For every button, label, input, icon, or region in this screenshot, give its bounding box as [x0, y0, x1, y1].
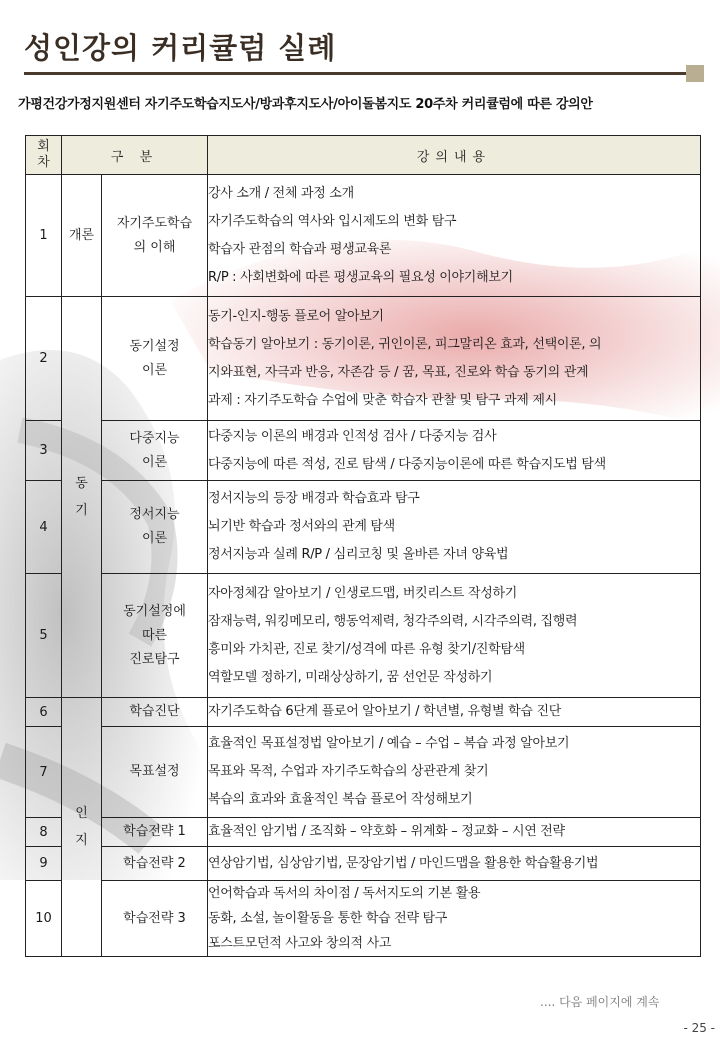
table-row: [26, 698, 701, 727]
content-line: 동기-인지-행동 플로어 알아보기: [208, 308, 384, 324]
content-line: 다중지능 이론의 배경과 인적성 검사 / 다중지능 검사: [208, 428, 497, 444]
topic-cell: 학습진단: [102, 698, 208, 727]
content-line: 효율적인 암기법 / 조직화 – 약호화 – 위계화 – 정교화 – 시연 전략: [208, 824, 565, 839]
content-line: 잠재능력, 워킹메모리, 행동억제력, 청각주의력, 시각주의력, 집행력: [208, 613, 578, 629]
round-number: 8: [26, 818, 62, 847]
content-line: 정서지능의 등장 배경과 학습효과 탐구: [208, 491, 420, 506]
table-row: [26, 421, 701, 481]
round-number: 6: [26, 698, 62, 727]
content-line: 포스트모던적 사고와 창의적 사고: [208, 936, 392, 951]
content-line: 복습의 효과와 효율적인 복습 플로어 작성해보기: [208, 792, 473, 807]
round-number: 7: [26, 727, 62, 818]
continue-note: .... 다음 페이지에 계속: [540, 995, 660, 1009]
content-cell: [208, 175, 701, 297]
content-line: 자아정체감 알아보기 / 인생로드맵, 버킷리스트 작성하기: [208, 585, 518, 601]
topic-cell: 학습전략 3: [102, 881, 208, 957]
content-cell: [208, 727, 701, 818]
round-number: 3: [26, 421, 62, 481]
content-line: 학습동기 알아보기 : 동기이론, 귀인이론, 피그말리온 효과, 선택이론, 의: [208, 336, 602, 352]
topic-cell: 학습전략 2: [102, 847, 208, 881]
header-round: 회 차: [26, 136, 62, 175]
content-line: 자기주도학습 6단계 플로어 알아보기 / 학년별, 유형별 학습 진단: [208, 704, 561, 719]
round-number: 9: [26, 847, 62, 881]
content-line: R/P : 사회변화에 따른 평생교육의 필요성 이야기해보기: [208, 269, 513, 285]
table-row: [26, 818, 701, 847]
round-number: 4: [26, 481, 62, 574]
table-header-row: [26, 136, 701, 175]
table-row: [26, 297, 701, 421]
page-subtitle: 가평건강가정지원센터 자기주도학습지도사/방과후지도사/아이돌봄지도 20주차 커리큘럼에 따른 강의안: [18, 97, 593, 112]
content-line: 연상암기법, 심상암기법, 문장암기법 / 마인드맵을 활용한 학습활용기법: [208, 855, 599, 871]
content-line: 목표와 목적, 수업과 자기주도학습의 상관관계 찾기: [208, 764, 489, 779]
curriculum-table: [25, 135, 701, 957]
content-line: 과제 : 자기주도학습 수업에 맞춘 학습자 관찰 및 탐구 과제 제시: [208, 392, 557, 408]
round-number: 10: [26, 881, 62, 957]
table-row: [26, 847, 701, 881]
table-row: [26, 481, 701, 574]
content-cell: [208, 481, 701, 574]
content-cell: [208, 698, 701, 727]
content-line: 뇌기반 학습과 정서와의 관계 탐색: [208, 519, 395, 534]
topic-cell: 목표설정: [102, 727, 208, 818]
topic-cell: 다중지능 이론: [102, 421, 208, 481]
content-line: 다중지능에 따른 적성, 진로 탐색 / 다중지능이론에 따른 학습지도법 탐색: [208, 456, 606, 472]
content-line: 언어학습과 독서의 차이점 / 독서지도의 기본 활용: [208, 886, 481, 901]
topic-cell: 정서지능 이론: [102, 481, 208, 574]
group-cognition: 인 지: [62, 698, 102, 957]
title-underline: [24, 72, 704, 75]
page-number: - 25 -: [683, 1021, 715, 1035]
content-line: 강사 소개 / 전체 과정 소개: [208, 185, 354, 201]
page-title: 성인강의 커리큘럼 실례: [24, 31, 337, 65]
content-cell: [208, 421, 701, 481]
header-content: 강의내용: [208, 136, 701, 175]
group-motivation: 동 기: [62, 297, 102, 698]
content-line: 역할모델 정하기, 미래상상하기, 꿈 선언문 작성하기: [208, 669, 493, 685]
content-line: 학습자 관점의 학습과 평생교육론: [208, 241, 392, 257]
content-line: 정서지능과 실례 R/P / 심리코칭 및 올바른 자녀 양육법: [208, 547, 509, 562]
content-line: 동화, 소설, 놀이활동을 통한 학습 전략 탐구: [208, 911, 448, 926]
topic-cell: 동기설정 이론: [102, 297, 208, 421]
round-number: 1: [26, 175, 62, 297]
topic-cell: 자기주도학습 의 이해: [102, 175, 208, 297]
content-cell: [208, 574, 701, 698]
round-number: 2: [26, 297, 62, 421]
content-cell: [208, 847, 701, 881]
content-cell: [208, 297, 701, 421]
table-row: [26, 574, 701, 698]
content-cell: [208, 881, 701, 957]
table-row: [26, 175, 701, 297]
content-line: 지와표현, 자극과 반응, 자존감 등 / 꿈, 목표, 진로와 학습 동기의 관계: [208, 364, 589, 380]
header-category: 구 분: [62, 136, 208, 175]
table-row: [26, 727, 701, 818]
topic-cell: 학습전략 1: [102, 818, 208, 847]
content-line: 효율적인 목표설정법 알아보기 / 예습 – 수업 – 복습 과정 알아보기: [208, 736, 570, 751]
table-row: [26, 881, 701, 957]
topic-cell: 동기설정에 따른 진로탐구: [102, 574, 208, 698]
group-intro: 개론: [62, 175, 102, 297]
content-line: 흥미와 가치관, 진로 찾기/성격에 따른 유형 찾기/진학탐색: [208, 641, 525, 657]
content-line: 자기주도학습의 역사와 입시제도의 변화 탐구: [208, 213, 457, 229]
content-cell: [208, 818, 701, 847]
round-number: 5: [26, 574, 62, 698]
